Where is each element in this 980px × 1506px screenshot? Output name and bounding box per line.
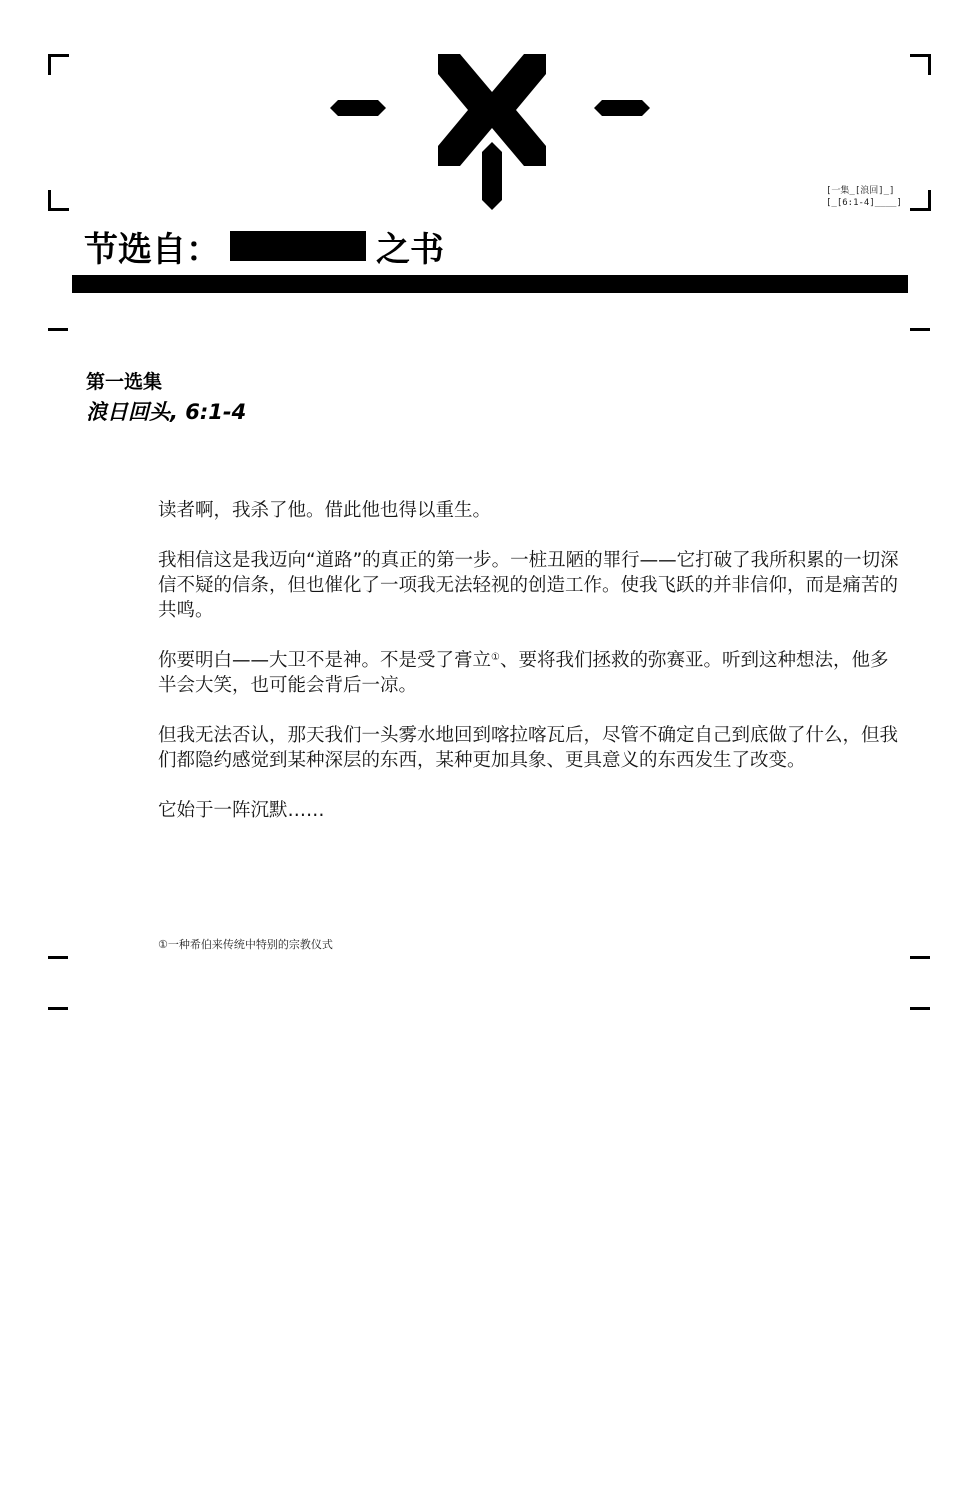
footnote-marker: ① [491,652,500,663]
margin-tick [910,1007,930,1010]
corner-bracket-top-left [48,54,69,75]
paragraph-4: 但我无法否认，那天我们一头雾水地回到喀拉喀瓦后，尽管不确定自己到底做了什么，但我们都隐约感觉到某种深层的东西，某种更加具象、更具意义的东西发生了改变。 [158,725,899,771]
title-underline-bar [72,275,908,293]
margin-tick [48,1007,68,1010]
section-label: 第一选集 [86,371,163,393]
episode-code-line-2: [_[6:1-4]____] [826,198,902,208]
section-subtitle: 浪日回头, 6:1-4 [86,400,247,424]
episode-code-line-1: [一集_[浪回]_] [826,186,895,196]
paragraph-2: 我相信这是我迈向“道路”的真正的第一步。一桩丑陋的罪行——它打破了我所积累的一切深信不疑的信条，但也催化了一项我无法轻视的创造工作。使我飞跃的并非信仰，而是痛苦的共鸣。 [158,550,899,621]
episode-codes [826,185,906,209]
paragraph-3 [158,648,906,698]
margin-tick [48,328,68,331]
margin-tick [910,956,930,959]
logo-icon [320,40,660,220]
margin-tick [48,956,68,959]
title-suffix: 之书 [376,229,444,270]
paragraph-3-part-a: 你要明白——大卫不是神。不是受了膏立 [158,650,492,671]
margin-tick [910,328,930,331]
page-title [84,222,444,270]
redaction-bar [230,231,366,261]
corner-bracket-top-right [910,54,931,75]
title-prefix: 节选自： [84,229,220,270]
footnote: ①一种希伯来传统中特别的宗教仪式 [158,938,333,951]
corner-bracket-bottom-right [910,190,931,211]
paragraph-5: 它始于一阵沉默…… [158,800,325,821]
corner-bracket-bottom-left [48,190,69,211]
body-text [158,498,906,848]
paragraph-3-part-b: 、要将我们拯救的弥赛亚。听到这种想法，他多半会大笑，也可能会背后一凉。 [158,650,889,696]
paragraph-1: 读者啊，我杀了他。借此他也得以重生。 [158,500,492,521]
